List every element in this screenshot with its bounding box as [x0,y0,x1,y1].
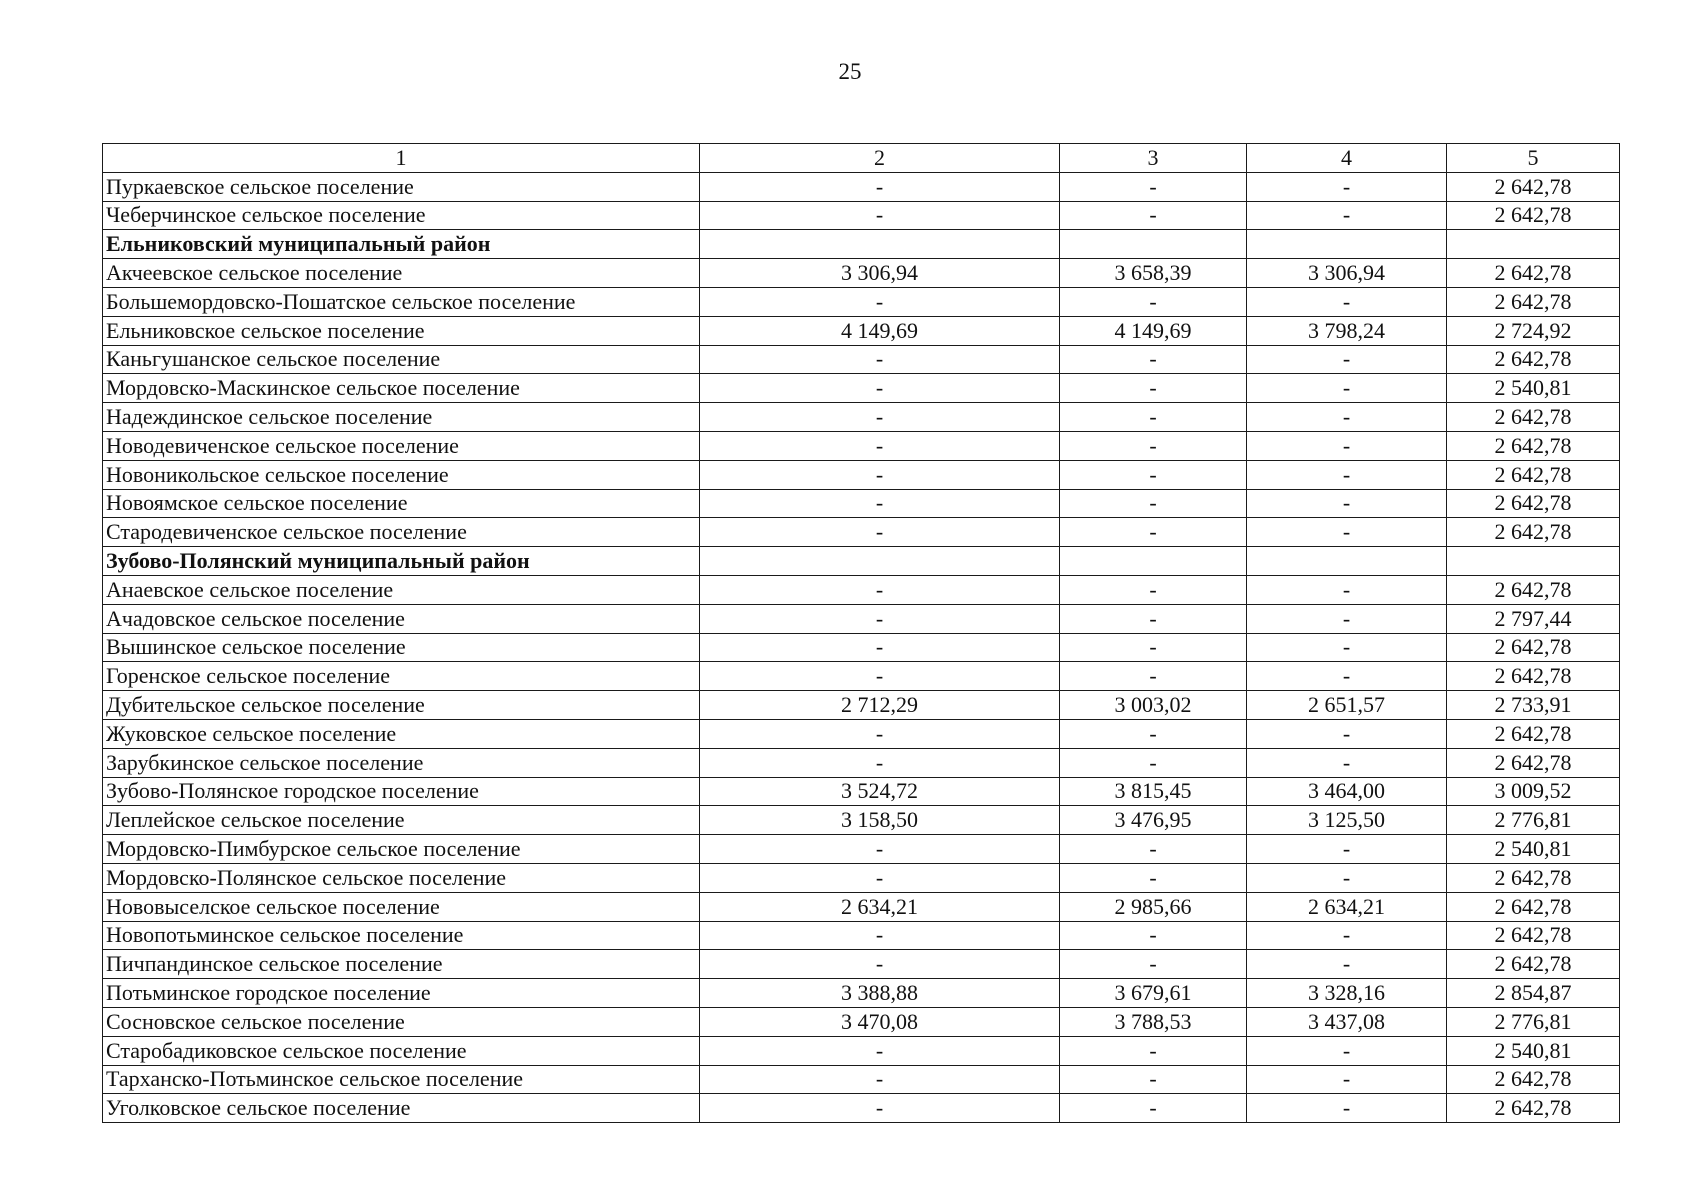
value-col-2: - [700,172,1060,201]
value-col-5: 2 642,78 [1447,748,1620,777]
value-col-4: 2 651,57 [1247,691,1447,720]
value-col-5: 2 642,78 [1447,403,1620,432]
value-col-2: - [700,489,1060,518]
value-col-4: - [1247,575,1447,604]
value-col-2: - [700,604,1060,633]
value-col-5 [1447,547,1620,576]
value-col-5: 2 642,78 [1447,662,1620,691]
table-row [103,403,1620,432]
value-col-2 [700,547,1060,576]
value-col-3: - [1060,604,1247,633]
settlement-name: Анаевское сельское поселение [103,575,700,604]
table-row [103,460,1620,489]
table-row [103,374,1620,403]
value-col-4: - [1247,1065,1447,1094]
value-col-4: - [1247,1094,1447,1123]
value-col-5: 2 642,78 [1447,259,1620,288]
value-col-3: - [1060,1036,1247,1065]
value-col-5: 2 642,78 [1447,201,1620,230]
value-col-2: - [700,287,1060,316]
value-col-4: - [1247,748,1447,777]
value-col-2: 3 524,72 [700,777,1060,806]
table-row [103,287,1620,316]
value-col-4: - [1247,662,1447,691]
district-name: Ельниковский муниципальный район [103,230,700,259]
value-col-3: - [1060,1094,1247,1123]
settlement-name: Большемордовско-Пошатское сельское поселение [103,287,700,316]
page-number: 25 [838,59,862,84]
settlement-name: Ельниковское сельское поселение [103,316,700,345]
settlement-name: Новоямское сельское поселение [103,489,700,518]
value-col-2: - [700,374,1060,403]
header-row [103,144,1620,173]
value-col-2: - [700,1065,1060,1094]
value-col-3: - [1060,172,1247,201]
settlement-name: Дубительское сельское поселение [103,691,700,720]
table-row [103,1065,1620,1094]
settlement-name: Новодевиченское сельское поселение [103,431,700,460]
value-col-4: - [1247,950,1447,979]
value-col-3: 4 149,69 [1060,316,1247,345]
settlement-name: Зарубкинское сельское поселение [103,748,700,777]
value-col-2: - [700,1036,1060,1065]
value-col-5: 2 642,78 [1447,489,1620,518]
value-col-5: 2 642,78 [1447,431,1620,460]
value-col-4: 3 798,24 [1247,316,1447,345]
value-col-3: 3 003,02 [1060,691,1247,720]
value-col-2: - [700,921,1060,950]
value-col-3: - [1060,201,1247,230]
settlement-name: Чеберчинское сельское поселение [103,201,700,230]
value-col-4 [1247,230,1447,259]
value-col-4: 3 306,94 [1247,259,1447,288]
value-col-5: 2 642,78 [1447,892,1620,921]
value-col-5: 2 642,78 [1447,633,1620,662]
value-col-3 [1060,230,1247,259]
settlement-name: Акчеевское сельское поселение [103,259,700,288]
value-col-2: - [700,431,1060,460]
value-col-3: - [1060,950,1247,979]
value-col-3: - [1060,345,1247,374]
settlement-name: Мордовско-Маскинское сельское поселение [103,374,700,403]
value-col-2: - [700,835,1060,864]
settlement-name: Новоникольское сельское поселение [103,460,700,489]
settlement-name: Мордовско-Пимбурское сельское поселение [103,835,700,864]
column-header-1: 1 [103,144,700,173]
value-col-4: 3 464,00 [1247,777,1447,806]
value-col-5: 3 009,52 [1447,777,1620,806]
table-row [103,1094,1620,1123]
settlement-name: Леплейское сельское поселение [103,806,700,835]
value-col-5: 2 642,78 [1447,518,1620,547]
value-col-5: 2 642,78 [1447,921,1620,950]
table-row [103,691,1620,720]
value-col-5: 2 797,44 [1447,604,1620,633]
value-col-3: - [1060,633,1247,662]
value-col-5: 2 642,78 [1447,1094,1620,1123]
table-row [103,835,1620,864]
value-col-4: - [1247,863,1447,892]
value-col-2: - [700,518,1060,547]
value-col-2: 3 306,94 [700,259,1060,288]
table-row [103,1036,1620,1065]
settlement-name: Новопотьминское сельское поселение [103,921,700,950]
value-col-2: 4 149,69 [700,316,1060,345]
value-col-3: - [1060,835,1247,864]
table-row [103,259,1620,288]
table-row [103,979,1620,1008]
value-col-5: 2 642,78 [1447,172,1620,201]
table-row [103,345,1620,374]
value-col-5: 2 854,87 [1447,979,1620,1008]
table-row [103,719,1620,748]
settlement-name: Надеждинское сельское поселение [103,403,700,432]
value-col-5: 2 642,78 [1447,719,1620,748]
value-col-2: - [700,863,1060,892]
value-col-4: - [1247,172,1447,201]
value-col-3: - [1060,748,1247,777]
value-col-2: 2 712,29 [700,691,1060,720]
table-row [103,806,1620,835]
table-row [103,201,1620,230]
value-col-5: 2 642,78 [1447,863,1620,892]
value-col-4: - [1247,835,1447,864]
table-body [103,172,1620,1122]
table-row [103,489,1620,518]
value-col-3: - [1060,1065,1247,1094]
settlement-name: Пичпандинское сельское поселение [103,950,700,979]
table-row [103,863,1620,892]
settlement-name: Горенское сельское поселение [103,662,700,691]
table-row [103,748,1620,777]
value-col-3: - [1060,719,1247,748]
column-header-4: 4 [1247,144,1447,173]
table-row [103,633,1620,662]
value-col-4: - [1247,460,1447,489]
value-col-4: 3 437,08 [1247,1007,1447,1036]
value-col-5: 2 642,78 [1447,1065,1620,1094]
value-col-2: - [700,633,1060,662]
value-col-4: - [1247,374,1447,403]
settlement-name: Пуркаевское сельское поселение [103,172,700,201]
settlement-name: Стародевиченское сельское поселение [103,518,700,547]
column-header-5: 5 [1447,144,1620,173]
value-col-3: - [1060,575,1247,604]
value-col-4: - [1247,345,1447,374]
settlement-name: Старобадиковское сельское поселение [103,1036,700,1065]
settlement-name: Мордовско-Полянское сельское поселение [103,863,700,892]
district-header-row [103,230,1620,259]
value-col-5: 2 776,81 [1447,806,1620,835]
settlement-name: Потьминское городское поселение [103,979,700,1008]
table-row [103,921,1620,950]
value-col-4: - [1247,921,1447,950]
value-col-3: 3 476,95 [1060,806,1247,835]
value-col-4: - [1247,1036,1447,1065]
value-col-4: 3 328,16 [1247,979,1447,1008]
value-col-5: 2 642,78 [1447,950,1620,979]
value-col-4: - [1247,431,1447,460]
settlement-name: Сосновское сельское поселение [103,1007,700,1036]
table-row [103,316,1620,345]
table-row [103,1007,1620,1036]
value-col-3: - [1060,287,1247,316]
column-header-3: 3 [1060,144,1247,173]
value-col-5: 2 733,91 [1447,691,1620,720]
value-col-2: 3 388,88 [700,979,1060,1008]
value-col-2: - [700,950,1060,979]
table-row [103,575,1620,604]
value-col-5: 2 642,78 [1447,575,1620,604]
value-col-4: - [1247,604,1447,633]
value-col-5: 2 642,78 [1447,287,1620,316]
value-col-2: - [700,748,1060,777]
value-col-3: - [1060,489,1247,518]
tariff-table [102,143,1620,1123]
settlement-name: Нововыселское сельское поселение [103,892,700,921]
value-col-3: - [1060,460,1247,489]
value-col-3: 2 985,66 [1060,892,1247,921]
settlement-name: Тарханско-Потьминское сельское поселение [103,1065,700,1094]
value-col-3: - [1060,374,1247,403]
table-row [103,518,1620,547]
settlement-name: Уголковское сельское поселение [103,1094,700,1123]
value-col-4: - [1247,633,1447,662]
value-col-2: - [700,403,1060,432]
settlement-name: Вышинское сельское поселение [103,633,700,662]
district-name: Зубово-Полянский муниципальный район [103,547,700,576]
value-col-5: 2 724,92 [1447,316,1620,345]
value-col-2: - [700,575,1060,604]
table-header [103,144,1620,173]
value-col-3: - [1060,431,1247,460]
table-row [103,172,1620,201]
table-row [103,950,1620,979]
value-col-4: - [1247,403,1447,432]
value-col-2: - [700,719,1060,748]
value-col-3: - [1060,863,1247,892]
settlement-name: Ачадовское сельское поселение [103,604,700,633]
value-col-2: - [700,662,1060,691]
value-col-4: - [1247,518,1447,547]
settlement-name: Жуковское сельское поселение [103,719,700,748]
value-col-3: - [1060,662,1247,691]
value-col-3: - [1060,921,1247,950]
value-col-2: - [700,345,1060,374]
value-col-3: 3 815,45 [1060,777,1247,806]
value-col-3: 3 788,53 [1060,1007,1247,1036]
value-col-4: - [1247,201,1447,230]
value-col-3 [1060,547,1247,576]
value-col-3: 3 679,61 [1060,979,1247,1008]
value-col-4 [1247,547,1447,576]
value-col-4: 3 125,50 [1247,806,1447,835]
column-header-2: 2 [700,144,1060,173]
value-col-5: 2 642,78 [1447,345,1620,374]
table-row [103,892,1620,921]
value-col-2 [700,230,1060,259]
value-col-2: 3 470,08 [700,1007,1060,1036]
value-col-3: - [1060,403,1247,432]
district-header-row [103,547,1620,576]
value-col-5: 2 540,81 [1447,1036,1620,1065]
value-col-2: 3 158,50 [700,806,1060,835]
value-col-3: - [1060,518,1247,547]
value-col-5: 2 642,78 [1447,460,1620,489]
value-col-2: - [700,201,1060,230]
value-col-5 [1447,230,1620,259]
settlement-name: Зубово-Полянское городское поселение [103,777,700,806]
value-col-5: 2 540,81 [1447,374,1620,403]
value-col-4: - [1247,489,1447,518]
settlement-name: Каньгушанское сельское поселение [103,345,700,374]
value-col-2: 2 634,21 [700,892,1060,921]
value-col-5: 2 540,81 [1447,835,1620,864]
value-col-3: 3 658,39 [1060,259,1247,288]
value-col-4: - [1247,719,1447,748]
value-col-4: 2 634,21 [1247,892,1447,921]
value-col-2: - [700,1094,1060,1123]
table-row [103,662,1620,691]
value-col-4: - [1247,287,1447,316]
value-col-2: - [700,460,1060,489]
table-row [103,431,1620,460]
table-row [103,604,1620,633]
value-col-5: 2 776,81 [1447,1007,1620,1036]
table-row [103,777,1620,806]
